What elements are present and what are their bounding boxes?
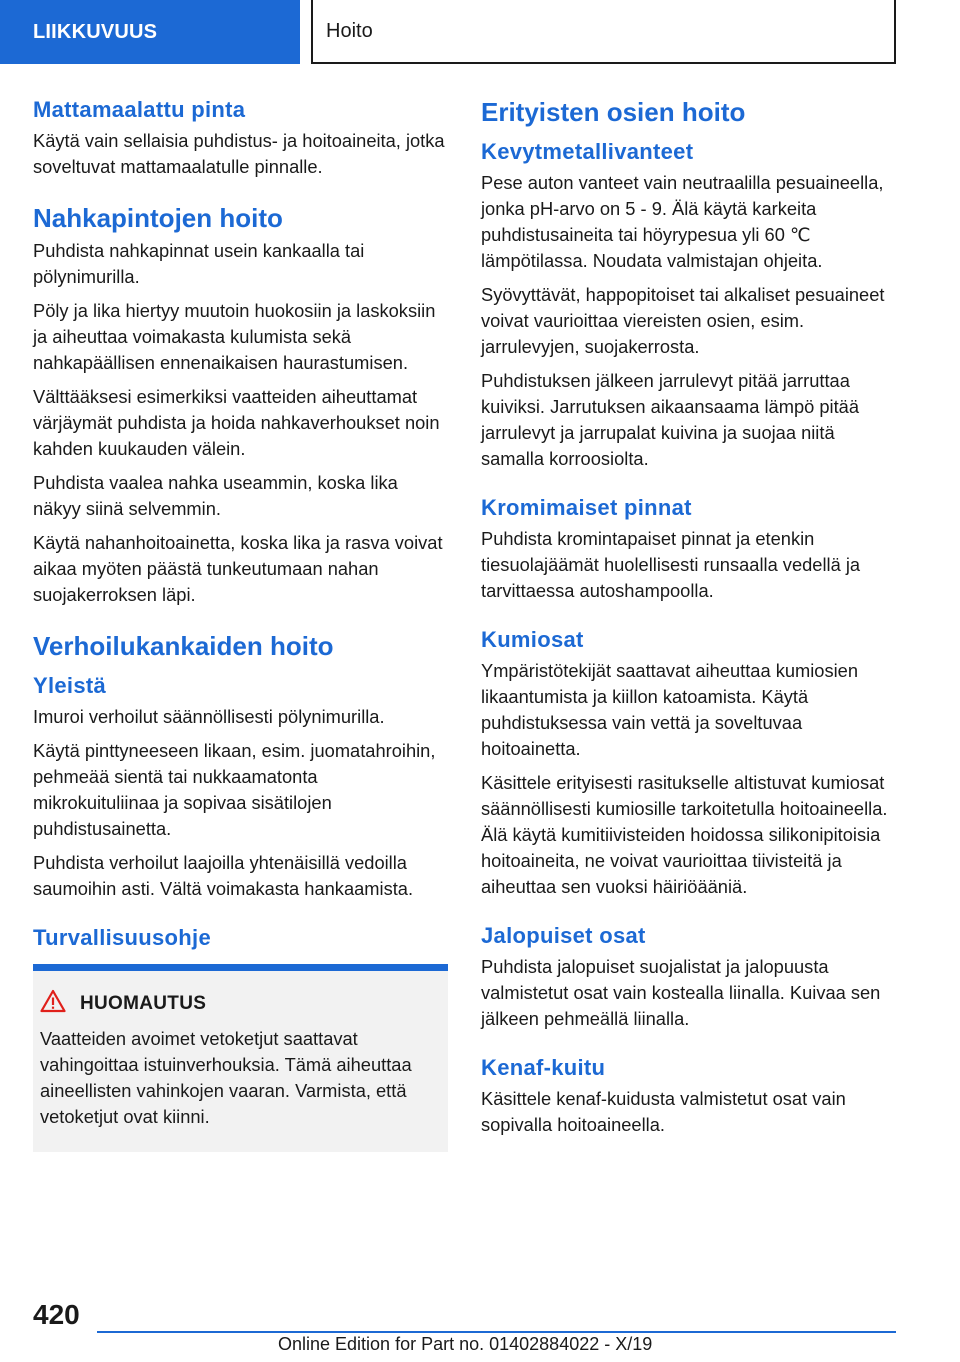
paragraph: Puhdista jalopuiset suojalistat ja jalopuusta valmistetut osat vain kostealla liinalla. Kuivaa sen jälkeen pehmeällä liinalla. [481, 956, 881, 1029]
heading-alloy-wheels: Kevytmetallivanteet [481, 139, 694, 164]
heading-fine-wood-parts: Jalopuiset osat [481, 923, 646, 948]
paragraph: Puhdistuksen jälkeen jarrulevyt pitää jarruttaa kuiviksi. Jarrutuksen aikaansaama lämpö pitää jarrulevyt ja jarrupalat kuivina ja suojaa niitä samalla korroosiolta. [481, 370, 859, 469]
page-header [311, 0, 896, 64]
paragraph: Puhdista kromintapaiset pinnat ja etenkin tiesuolajäämät huolellisesti runsaalla vedellä ja tarvittaessa autoshampoolla. [481, 528, 861, 601]
paragraph: Syövyttävät, happopitoiset tai alkaliset pesuaineet voivat vaurioittaa viereisten osien, esim. jarrulevyjen, suojakerrosta. [481, 284, 885, 357]
footer-edition: Online Edition for Part no. 01402884022 - X/19 [278, 1334, 653, 1354]
paragraph: Käsittele kenaf-kuidusta valmistetut osat vain sopivalla hoitoaineella. [481, 1088, 846, 1135]
heading-upholstery-care: Verhoilukankaiden hoito [33, 631, 334, 661]
paragraph: Pese auton vanteet vain neutraalilla pesuaineella, jonka pH-arvo on 5 - 9. Älä käytä karkeita puhdistusaineita tai höyrypesua yli 60 ℃ lämpötilassa. Noudata valmistajan ohjeita. [481, 172, 884, 271]
paragraph: Käytä vain sellaisia puhdistus- ja hoitoaineita, jotka soveltuvat mattamaalatulle pinnalle. [33, 130, 445, 177]
warning-title: HUOMAUTUS [80, 992, 207, 1014]
paragraph: Imuroi verhoilut säännöllisesti pölynimurilla. [33, 706, 385, 727]
heading-safety-note: Turvallisuusohje [33, 925, 211, 950]
paragraph: Käytä pinttyneeseen likaan, esim. juomatahroihin, pehmeää sientä tai nukkaamatonta mikrokuituliinaa ja sopivaa sisätilojen puhdistusainetta. [33, 740, 436, 839]
warning-header [40, 989, 440, 1018]
footer-divider [97, 1331, 896, 1333]
heading-chrome-surfaces: Kromimaiset pinnat [481, 495, 692, 520]
heading-special-parts-care: Erityisten osien hoito [481, 97, 746, 127]
page-number: 420 [33, 1299, 80, 1330]
paragraph: Välttääksesi esimerkiksi vaatteiden aiheuttamat värjäymät puhdista ja hoida nahkaverhoukset noin kahden kuukauden välein. [33, 386, 440, 459]
paragraph: Pöly ja lika hiertyy muutoin huokosiin ja laskoksiin ja aiheuttaa voimakasta kulumista sekä nahkapäällisen ennenaikaisen haurastumisen. [33, 300, 436, 373]
heading-rubber-parts: Kumiosat [481, 627, 584, 652]
warning-triangle-icon [40, 989, 66, 1018]
paragraph: Käytä nahanhoitoainetta, koska lika ja rasva voivat aikaa myöten päästä tunkeutumaan nahan suojakerroksen läpi. [33, 532, 443, 605]
paragraph: Ympäristötekijät saattavat aiheuttaa kumiosien likaantumista ja kiillon katoamista. Käytä puhdistuksessa vain vettä ja soveltuvaa hoitoainetta. [481, 660, 858, 759]
heading-kenaf-fiber: Kenaf-kuitu [481, 1055, 606, 1080]
right-column [481, 96, 896, 1146]
paragraph: Käsittele erityisesti rasitukselle altistuvat kumiosat säännöllisesti kumiosille tarkoitetulla hoitoaineella. Älä käytä kumitiivisteiden hoidossa silikonipitoisia hoitoaineita, ne voivat vaurioittaa tiivisteitä ja aiheuttaa sen vuoksi häiriöääniä. [481, 772, 888, 897]
paragraph: Puhdista verhoilut laajoilla yhtenäisillä vedoilla saumoihin asti. Vältä voimakasta hankaamista. [33, 852, 414, 899]
heading-leather-care: Nahkapintojen hoito [33, 203, 283, 233]
warning-box [33, 964, 448, 1152]
subheading-general: Yleistä [33, 673, 107, 698]
page-header-title: Hoito [326, 19, 373, 42]
section-label: LIIKKUVUUS [33, 20, 158, 43]
paragraph: Puhdista nahkapinnat usein kankaalla tai pölynimurilla. [33, 240, 365, 287]
warning-text: Vaatteiden avoimet vetoketjut saattavat vahingoittaa istuinverhouksia. Tämä aiheuttaa aineellisten vahinkojen vaaran. Varmista, että vetoketjut ovat kiinni. [40, 1028, 412, 1127]
left-column [33, 96, 448, 1152]
paragraph: Puhdista vaalea nahka useammin, koska lika näkyy siinä selvemmin. [33, 472, 398, 519]
heading-matte-paint: Mattamaalattu pinta [33, 97, 246, 122]
section-tab [0, 0, 300, 64]
